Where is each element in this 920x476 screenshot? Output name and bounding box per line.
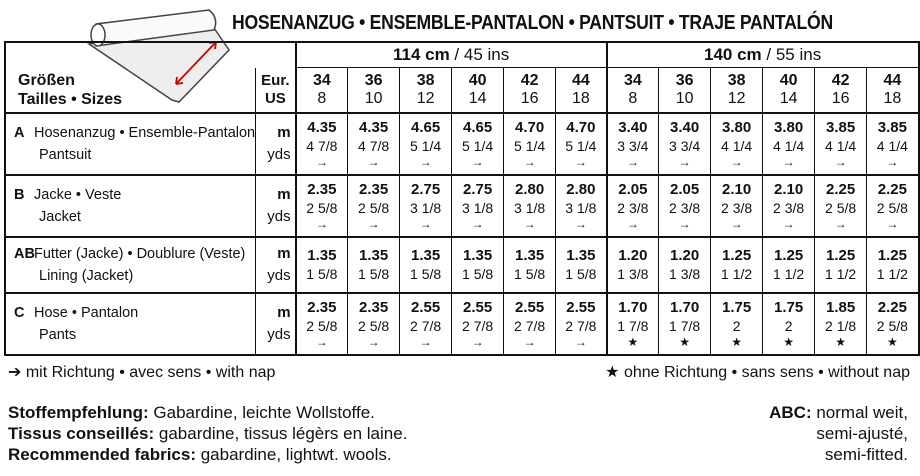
row-label: ABFutter (Jacke) • Doublure (Veste) Lining (Jacket) — [5, 237, 256, 293]
table-cell: 3.85 4 1/4 → — [867, 113, 919, 175]
size-col-header: 40 14 — [452, 68, 504, 114]
table-cell: 2.80 3 1/8 → — [504, 175, 556, 237]
nap-direction-icon: → — [678, 217, 691, 231]
table-cell: 1.35 1 5/8 — [348, 237, 400, 293]
width-114-header: 114 cm / 45 ins — [296, 42, 607, 68]
table-cell: 2.05 2 3/8 → — [607, 175, 659, 237]
table-cell: 2.25 2 5/8 → — [867, 175, 919, 237]
table-row — [5, 237, 919, 293]
size-col-header: 42 16 — [815, 68, 867, 114]
row-units: m yds — [256, 293, 296, 355]
table-cell: 1.35 1 5/8 — [452, 237, 504, 293]
nap-direction-icon: → — [574, 217, 587, 231]
recommended-fabrics — [8, 402, 407, 465]
table-cell: 1.70 1 7/8 ★ — [659, 293, 711, 355]
table-cell: 2.10 2 3/8 → — [763, 175, 815, 237]
table-cell: 1.20 1 3/8 — [659, 237, 711, 293]
table-cell: 2.35 2 5/8 → — [348, 175, 400, 237]
nap-direction-icon: → — [315, 155, 328, 169]
nap-direction-icon: → — [419, 335, 432, 349]
nap-direction-icon: → — [419, 217, 432, 231]
nap-direction-icon: → — [574, 155, 587, 169]
nap-direction-icon: ★ — [783, 335, 794, 349]
row-label: C Hose • Pantalon Pants — [5, 293, 256, 355]
table-cell: 4.70 5 1/4 → — [504, 113, 556, 175]
nap-direction-icon: → — [782, 155, 795, 169]
nap-direction-icon: → — [886, 155, 899, 169]
size-col-header: 34 8 — [296, 68, 348, 114]
row-units: m yds — [256, 113, 296, 175]
nap-direction-icon: → — [367, 335, 380, 349]
size-unit-header: Eur. US — [256, 68, 296, 114]
table-cell: 2.75 3 1/8 → — [400, 175, 452, 237]
table-row — [5, 113, 919, 175]
nap-direction-icon: ★ — [627, 335, 639, 349]
table-cell: 3.40 3 3/4 → — [659, 113, 711, 175]
table-cell: 2.75 3 1/8 → — [452, 175, 504, 237]
fabric-line-fr: Tissus conseillés: gabardine, tissus légèrs en laine. — [8, 424, 408, 443]
legend-with-nap: ➔ mit Richtung • avec sens • with nap — [8, 364, 276, 381]
table-cell: 1.20 1 3/8 — [607, 237, 659, 293]
nap-direction-icon: → — [471, 155, 484, 169]
size-col-header: 42 16 — [504, 68, 556, 114]
table-cell: 4.65 5 1/4 → — [400, 113, 452, 175]
table-cell: 4.35 4 7/8 → — [296, 113, 348, 175]
table-cell: 2.10 2 3/8 → — [711, 175, 763, 237]
nap-direction-icon: ★ — [679, 335, 690, 349]
table-cell: 1.35 1 5/8 — [556, 237, 607, 293]
table-cell: 2.25 2 5/8 → — [815, 175, 867, 237]
nap-direction-icon: → — [523, 155, 536, 169]
table-cell: 2.35 2 5/8 → — [296, 293, 348, 355]
table-cell: 1.70 1 7/8 ★ — [607, 293, 659, 355]
table-cell: 4.35 4 7/8 → — [348, 113, 400, 175]
nap-direction-icon: ★ — [731, 335, 742, 349]
table-cell: 3.85 4 1/4 → — [815, 113, 867, 175]
table-cell: 1.25 1 1/2 — [815, 237, 867, 293]
nap-direction-icon: → — [419, 155, 432, 169]
table-cell: 2.55 2 7/8 → — [400, 293, 452, 355]
table-cell: 1.75 2 ★ — [763, 293, 815, 355]
size-col-header: 34 8 — [607, 68, 659, 114]
chart-title: HOSENANZUG • ENSEMBLE-PANTALON • PANTSUIT • TRAJE PANTALÓN — [232, 12, 833, 34]
nap-direction-icon: → — [523, 217, 536, 231]
table-cell: 3.40 3 3/4 → — [607, 113, 659, 175]
size-col-header: 36 10 — [659, 68, 711, 114]
table-cell: 2.55 2 7/8 → — [452, 293, 504, 355]
nap-direction-icon: ★ — [835, 335, 846, 349]
nap-direction-icon: → — [626, 217, 639, 231]
row-label: A Hosenanzug • Ensemble-Pantalon Pantsuit — [5, 113, 256, 175]
table-cell: 2.35 2 5/8 → — [296, 175, 348, 237]
size-col-header: 38 12 — [711, 68, 763, 114]
nap-direction-icon: → — [834, 155, 847, 169]
table-row — [5, 175, 919, 237]
nap-direction-icon: → — [678, 155, 691, 169]
table-cell: 2.35 2 5/8 → — [348, 293, 400, 355]
table-cell: 4.65 5 1/4 → — [452, 113, 504, 175]
fit-description: ABC: normal weit, semi-ajusté, semi-fitted. — [769, 403, 908, 464]
table-cell: 1.25 1 1/2 — [711, 237, 763, 293]
table-row — [5, 293, 919, 355]
nap-direction-icon: → — [886, 217, 899, 231]
yardage-chart — [4, 41, 920, 356]
nap-direction-icon: → — [626, 155, 639, 169]
row-units: m yds — [256, 237, 296, 293]
table-cell: 3.80 4 1/4 → — [711, 113, 763, 175]
fabric-line-de: Stoffempfehlung: Gabardine, leichte Wollstoffe. — [8, 403, 375, 422]
table-cell: 4.70 5 1/4 → — [556, 113, 607, 175]
nap-direction-icon: → — [782, 217, 795, 231]
size-col-header: 38 12 — [400, 68, 452, 114]
table-cell: 3.80 4 1/4 → — [763, 113, 815, 175]
size-header-label: Größen Tailles • Sizes — [18, 71, 123, 108]
nap-direction-icon: → — [367, 217, 380, 231]
nap-direction-icon: → — [367, 155, 380, 169]
size-col-header: 40 14 — [763, 68, 815, 114]
table-cell: 1.75 2 ★ — [711, 293, 763, 355]
table-cell: 2.55 2 7/8 → — [556, 293, 607, 355]
nap-direction-icon: → — [471, 335, 484, 349]
nap-direction-icon: → — [315, 335, 328, 349]
nap-direction-icon: ★ — [886, 335, 898, 349]
nap-direction-icon: → — [730, 155, 743, 169]
table-cell: 1.85 2 1/8 ★ — [815, 293, 867, 355]
nap-direction-icon: → — [315, 217, 328, 231]
nap-direction-icon: → — [574, 335, 587, 349]
row-units: m yds — [256, 175, 296, 237]
nap-direction-icon: → — [730, 217, 743, 231]
row-label: B Jacke • Veste Jacket — [5, 175, 256, 237]
table-cell: 1.35 1 5/8 — [400, 237, 452, 293]
table-cell: 2.25 2 5/8 ★ — [867, 293, 919, 355]
table-cell: 1.35 1 5/8 — [504, 237, 556, 293]
size-col-header: 44 18 — [867, 68, 919, 114]
size-col-header: 36 10 — [348, 68, 400, 114]
table-cell: 2.05 2 3/8 → — [659, 175, 711, 237]
table-cell: 2.80 3 1/8 → — [556, 175, 607, 237]
table-cell: 1.35 1 5/8 — [296, 237, 348, 293]
nap-direction-icon: → — [471, 217, 484, 231]
table-cell: 1.25 1 1/2 — [763, 237, 815, 293]
width-140-header: 140 cm / 55 ins — [607, 42, 919, 68]
legend-without-nap: ★ ohne Richtung • sans sens • without nap — [605, 364, 910, 381]
nap-direction-icon: → — [834, 217, 847, 231]
size-col-header: 44 18 — [556, 68, 607, 114]
table-cell: 1.25 1 1/2 — [867, 237, 919, 293]
nap-direction-icon: → — [523, 335, 536, 349]
fabric-line-en: Recommended fabrics: gabardine, lightwt. wools. — [8, 445, 392, 464]
table-cell: 2.55 2 7/8 → — [504, 293, 556, 355]
